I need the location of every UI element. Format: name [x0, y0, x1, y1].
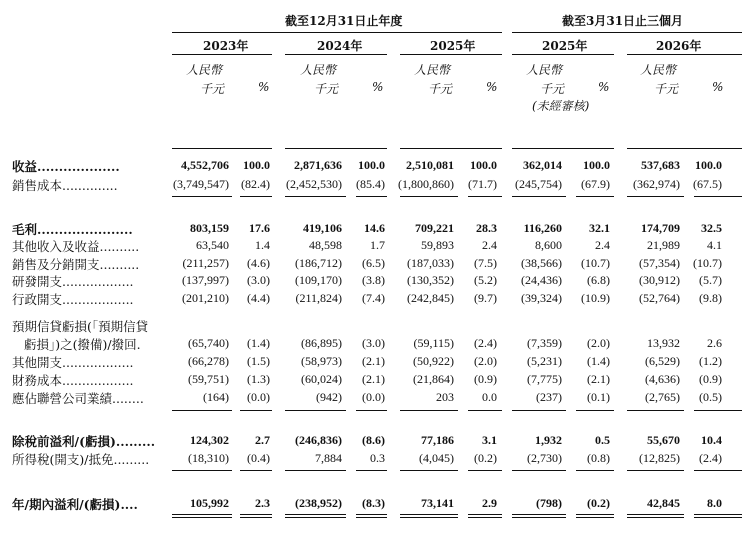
amount-cell: (245,754): [515, 177, 562, 191]
percent-cell: (71.7): [468, 177, 497, 191]
row-label: 其他開支..................: [12, 355, 134, 370]
subtotal-rule: [356, 196, 387, 197]
subtotal-rule: [512, 196, 566, 197]
percent-cell: (2.1): [362, 372, 385, 386]
percent-label: %: [712, 80, 724, 94]
percent-cell: 28.3: [476, 221, 497, 235]
percent-cell: 1.4: [255, 238, 270, 252]
percent-cell: (0.0): [247, 390, 270, 404]
amount-cell: (798): [536, 496, 562, 510]
amount-cell: 362,014: [523, 158, 562, 172]
amount-cell: 55,670: [647, 433, 680, 447]
subtotal-rule: [694, 196, 742, 197]
percent-cell: (7.4): [362, 291, 385, 305]
amount-cell: (211,257): [182, 256, 229, 270]
amount-cell: (38,566): [521, 256, 562, 270]
amount-cell: (52,764): [639, 291, 680, 305]
subtotal-rule: [240, 470, 272, 471]
percent-cell: (1.4): [587, 354, 610, 368]
amount-cell: 203: [436, 390, 454, 404]
subtotal-rule: [468, 470, 502, 471]
amount-cell: (59,751): [188, 372, 229, 386]
unit-rule: [285, 148, 387, 149]
thousand-label: 千元: [428, 82, 453, 96]
currency-label: 人民幣: [414, 63, 451, 77]
percent-cell: (8.6): [362, 433, 385, 447]
percent-cell: 100.0: [358, 158, 385, 172]
percent-cell: (1.3): [247, 372, 270, 386]
percent-cell: (4.4): [247, 291, 270, 305]
unit-rule: [400, 148, 502, 149]
year-rule: [285, 54, 387, 55]
year-header-2026-q: 2026年: [656, 39, 702, 53]
percent-cell: 100.0: [695, 158, 722, 172]
row-label: 行政開支..................: [12, 292, 134, 307]
currency-label: 人民幣: [526, 63, 563, 77]
currency-label: 人民幣: [186, 63, 223, 77]
thousand-label: 千元: [540, 82, 565, 96]
subtotal-rule: [576, 410, 614, 411]
percent-cell: 2.4: [595, 238, 610, 252]
total-double-rule: [694, 514, 742, 518]
amount-cell: (18,310): [188, 451, 229, 465]
subtotal-rule: [356, 410, 387, 411]
percent-cell: (0.9): [699, 372, 722, 386]
percent-cell: (2.0): [474, 354, 497, 368]
total-double-rule: [627, 514, 684, 518]
amount-cell: 419,106: [303, 221, 342, 235]
amount-cell: 124,302: [190, 433, 229, 447]
percent-cell: (0.9): [474, 372, 497, 386]
row-label: 其他收入及收益..........: [12, 239, 140, 254]
subtotal-rule: [576, 470, 614, 471]
total-double-rule: [400, 514, 458, 518]
subtotal-rule: [512, 470, 566, 471]
percent-cell: (10.7): [581, 256, 610, 270]
percent-cell: 0.5: [595, 433, 610, 447]
currency-label: 人民幣: [640, 63, 677, 77]
amount-cell: (39,324): [521, 291, 562, 305]
row-label: 研發開支..................: [12, 274, 134, 289]
amount-cell: 8,600: [535, 238, 562, 252]
total-double-rule: [285, 514, 346, 518]
unit-rule: [512, 148, 614, 149]
amount-cell: (942): [316, 390, 342, 404]
total-double-rule: [468, 514, 502, 518]
amount-cell: (50,922): [413, 354, 454, 368]
subtotal-rule: [512, 410, 566, 411]
amount-cell: (1,800,860): [398, 177, 454, 191]
amount-cell: (24,436): [521, 273, 562, 287]
year-header-2025: 2025年: [430, 39, 476, 53]
amount-cell: 42,845: [647, 496, 680, 510]
percent-cell: 32.1: [589, 221, 610, 235]
percent-cell: (3.0): [247, 273, 270, 287]
row-label: 收益...................: [12, 159, 120, 174]
subtotal-rule: [468, 410, 502, 411]
subtotal-rule: [694, 470, 742, 471]
amount-cell: 63,540: [196, 238, 229, 252]
percent-cell: (2.1): [362, 354, 385, 368]
amount-cell: 2,510,081: [406, 158, 454, 172]
total-double-rule: [240, 514, 272, 518]
percent-cell: 10.4: [701, 433, 722, 447]
unaudited-note: (未經審核): [532, 99, 590, 113]
amount-cell: 21,989: [647, 238, 680, 252]
row-label: 銷售及分銷開支..........: [12, 257, 140, 272]
percent-cell: 8.0: [707, 496, 722, 510]
amount-cell: 13,932: [647, 336, 680, 350]
amount-cell: 77,186: [421, 433, 454, 447]
amount-cell: (2,765): [645, 390, 680, 404]
thousand-label: 千元: [314, 82, 339, 96]
percent-cell: 4.1: [707, 238, 722, 252]
row-label: 預期信貸虧損(「預期信貸: [12, 319, 149, 334]
amount-cell: (4,045): [419, 451, 454, 465]
amount-cell: (130,352): [407, 273, 454, 287]
amount-cell: (237): [536, 390, 562, 404]
percent-cell: (10.9): [581, 291, 610, 305]
amount-cell: 116,260: [523, 221, 562, 235]
percent-cell: (67.5): [693, 177, 722, 191]
fy-group-rule: [172, 32, 502, 33]
subtotal-rule: [627, 410, 684, 411]
fy-group-header: 截至12月31日止年度: [285, 14, 403, 28]
amount-cell: 105,992: [190, 496, 229, 510]
amount-cell: 803,159: [190, 221, 229, 235]
subtotal-rule: [576, 196, 614, 197]
amount-cell: (3,749,547): [173, 177, 229, 191]
percent-cell: 2.6: [707, 336, 722, 350]
row-label: 除稅前溢利/(虧損).........: [12, 434, 156, 449]
subtotal-rule: [240, 196, 272, 197]
percent-cell: (6.5): [362, 256, 385, 270]
amount-cell: (57,354): [639, 256, 680, 270]
percent-cell: (6.8): [587, 273, 610, 287]
percent-cell: 100.0: [470, 158, 497, 172]
subtotal-rule: [627, 470, 684, 471]
subtotal-rule: [285, 470, 346, 471]
amount-cell: (211,824): [295, 291, 342, 305]
amount-cell: (242,845): [407, 291, 454, 305]
percent-cell: (1.2): [699, 354, 722, 368]
year-header-2024: 2024年: [317, 39, 363, 53]
amount-cell: (7,775): [527, 372, 562, 386]
year-rule: [172, 54, 272, 55]
percent-cell: 100.0: [243, 158, 270, 172]
row-label: 虧損」)之(撥備)/撥回.: [24, 337, 141, 352]
amount-cell: (66,278): [188, 354, 229, 368]
percent-cell: 14.6: [364, 221, 385, 235]
amount-cell: (21,864): [413, 372, 454, 386]
amount-cell: (6,529): [645, 354, 680, 368]
subtotal-rule: [240, 410, 272, 411]
amount-cell: (238,952): [295, 496, 342, 510]
percent-cell: (0.8): [587, 451, 610, 465]
amount-cell: (60,024): [301, 372, 342, 386]
percent-cell: (1.5): [247, 354, 270, 368]
year-rule: [512, 54, 614, 55]
percent-cell: (5.2): [474, 273, 497, 287]
percent-cell: 17.6: [249, 221, 270, 235]
amount-cell: (58,973): [301, 354, 342, 368]
percent-label: %: [598, 80, 610, 94]
percent-cell: 2.9: [482, 496, 497, 510]
percent-cell: (85.4): [356, 177, 385, 191]
amount-cell: 4,552,706: [181, 158, 229, 172]
percent-cell: 0.0: [482, 390, 497, 404]
amount-cell: (201,210): [182, 291, 229, 305]
amount-cell: 2,871,636: [294, 158, 342, 172]
percent-cell: (82.4): [241, 177, 270, 191]
percent-cell: 2.4: [482, 238, 497, 252]
amount-cell: (12,825): [639, 451, 680, 465]
percent-cell: 1.7: [370, 238, 385, 252]
percent-cell: 0.3: [370, 451, 385, 465]
amount-cell: 59,893: [421, 238, 454, 252]
thousand-label: 千元: [200, 82, 225, 96]
amount-cell: 537,683: [641, 158, 680, 172]
amount-cell: (2,730): [527, 451, 562, 465]
row-label: 銷售成本..............: [12, 178, 118, 193]
amount-cell: (30,912): [639, 273, 680, 287]
percent-cell: (2.1): [587, 372, 610, 386]
amount-cell: (187,033): [407, 256, 454, 270]
percent-cell: (0.4): [247, 451, 270, 465]
amount-cell: (109,170): [295, 273, 342, 287]
percent-cell: (8.3): [362, 496, 385, 510]
percent-cell: 2.7: [255, 433, 270, 447]
subtotal-rule: [400, 470, 458, 471]
percent-cell: (2.0): [587, 336, 610, 350]
amount-cell: (137,997): [182, 273, 229, 287]
amount-cell: 1,932: [535, 433, 562, 447]
unit-rule: [627, 148, 742, 149]
percent-label: %: [486, 80, 498, 94]
amount-cell: (246,836): [295, 433, 342, 447]
percent-cell: (3.8): [362, 273, 385, 287]
percent-cell: (0.5): [699, 390, 722, 404]
quarter-group-header: 截至3月31日止三個月: [562, 14, 684, 28]
amount-cell: (65,740): [188, 336, 229, 350]
row-label: 毛利......................: [12, 222, 133, 237]
subtotal-rule: [468, 196, 502, 197]
amount-cell: (362,974): [633, 177, 680, 191]
subtotal-rule: [627, 196, 684, 197]
percent-cell: (67.9): [581, 177, 610, 191]
amount-cell: 7,884: [315, 451, 342, 465]
amount-cell: 174,709: [641, 221, 680, 235]
amount-cell: (2,452,530): [286, 177, 342, 191]
percent-cell: (4.6): [247, 256, 270, 270]
amount-cell: 73,141: [421, 496, 454, 510]
percent-cell: 100.0: [583, 158, 610, 172]
total-double-rule: [512, 514, 566, 518]
percent-cell: (9.7): [474, 291, 497, 305]
percent-cell: (9.8): [699, 291, 722, 305]
percent-cell: (0.0): [362, 390, 385, 404]
subtotal-rule: [400, 410, 458, 411]
percent-label: %: [258, 80, 270, 94]
amount-cell: (5,231): [527, 354, 562, 368]
thousand-label: 千元: [654, 82, 679, 96]
amount-cell: 48,598: [309, 238, 342, 252]
percent-label: %: [372, 80, 384, 94]
row-label: 年/期內溢利/(虧損)....: [12, 497, 138, 512]
subtotal-rule: [400, 196, 458, 197]
subtotal-rule: [694, 410, 742, 411]
percent-cell: (0.1): [587, 390, 610, 404]
currency-label: 人民幣: [300, 63, 337, 77]
subtotal-rule: [172, 410, 232, 411]
total-double-rule: [576, 514, 614, 518]
total-double-rule: [172, 514, 232, 518]
percent-cell: 2.3: [255, 496, 270, 510]
subtotal-rule: [285, 410, 346, 411]
percent-cell: (0.2): [474, 451, 497, 465]
row-label: 應佔聯營公司業績........: [12, 391, 144, 406]
percent-cell: (3.0): [362, 336, 385, 350]
percent-cell: (2.4): [474, 336, 497, 350]
percent-cell: (0.2): [587, 496, 610, 510]
amount-cell: 709,221: [415, 221, 454, 235]
year-rule: [400, 54, 502, 55]
year-header-2025-q: 2025年: [542, 39, 588, 53]
subtotal-rule: [285, 196, 346, 197]
amount-cell: (164): [203, 390, 229, 404]
amount-cell: (59,115): [413, 336, 454, 350]
subtotal-rule: [172, 470, 232, 471]
unit-rule: [172, 148, 272, 149]
row-label: 所得稅(開支)/抵免.........: [12, 452, 150, 467]
amount-cell: (186,712): [295, 256, 342, 270]
percent-cell: (7.5): [474, 256, 497, 270]
percent-cell: (2.4): [699, 451, 722, 465]
percent-cell: (10.7): [693, 256, 722, 270]
subtotal-rule: [356, 470, 387, 471]
percent-cell: (5.7): [699, 273, 722, 287]
amount-cell: (4,636): [645, 372, 680, 386]
row-label: 財務成本..................: [12, 373, 134, 388]
total-double-rule: [356, 514, 387, 518]
amount-cell: (86,895): [301, 336, 342, 350]
percent-cell: (1.4): [247, 336, 270, 350]
quarter-group-rule: [512, 32, 742, 33]
subtotal-rule: [172, 196, 232, 197]
year-rule: [627, 54, 742, 55]
percent-cell: 32.5: [701, 221, 722, 235]
amount-cell: (7,359): [527, 336, 562, 350]
percent-cell: 3.1: [482, 433, 497, 447]
year-header-2023: 2023年: [203, 39, 249, 53]
